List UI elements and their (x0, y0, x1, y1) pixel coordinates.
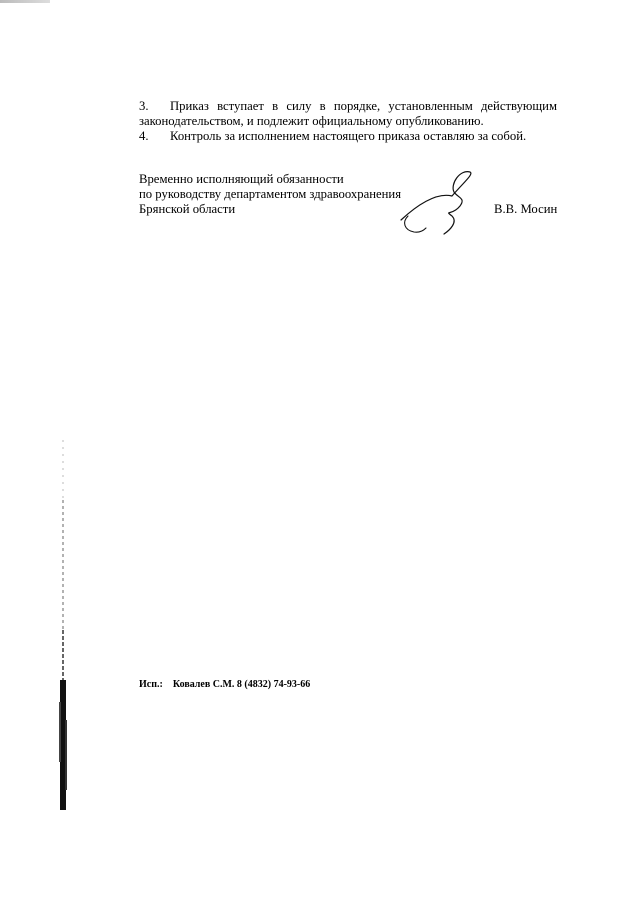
numbered-item (139, 99, 557, 129)
executor-contact: Ковалев С.М. 8 (4832) 74-93-66 (172, 679, 311, 690)
executor-label: Исп.: (139, 679, 163, 690)
position-line: Брянской области (139, 202, 236, 216)
position-line: Временно исполняющий обязанности (139, 172, 344, 186)
item-number: 4. (139, 129, 149, 143)
executor-line (139, 679, 310, 691)
numbered-item (139, 129, 557, 144)
item-number: 3. (139, 99, 149, 113)
scan-edge-artifact (57, 440, 69, 810)
handwritten-signature (396, 170, 478, 236)
position-line: по руководству департаментом здравоохранения (139, 187, 402, 201)
item-text: Приказ вступает в силу в порядке, установленным действующим законодательством, и подлежит официальному опубликованию. (139, 99, 557, 128)
signatory-position (139, 172, 401, 217)
item-text: Контроль за исполнением настоящего приказа оставляю за собой. (170, 129, 527, 143)
signatory-name: В.В. Мосин (494, 202, 558, 216)
scan-mark-top (0, 0, 50, 3)
